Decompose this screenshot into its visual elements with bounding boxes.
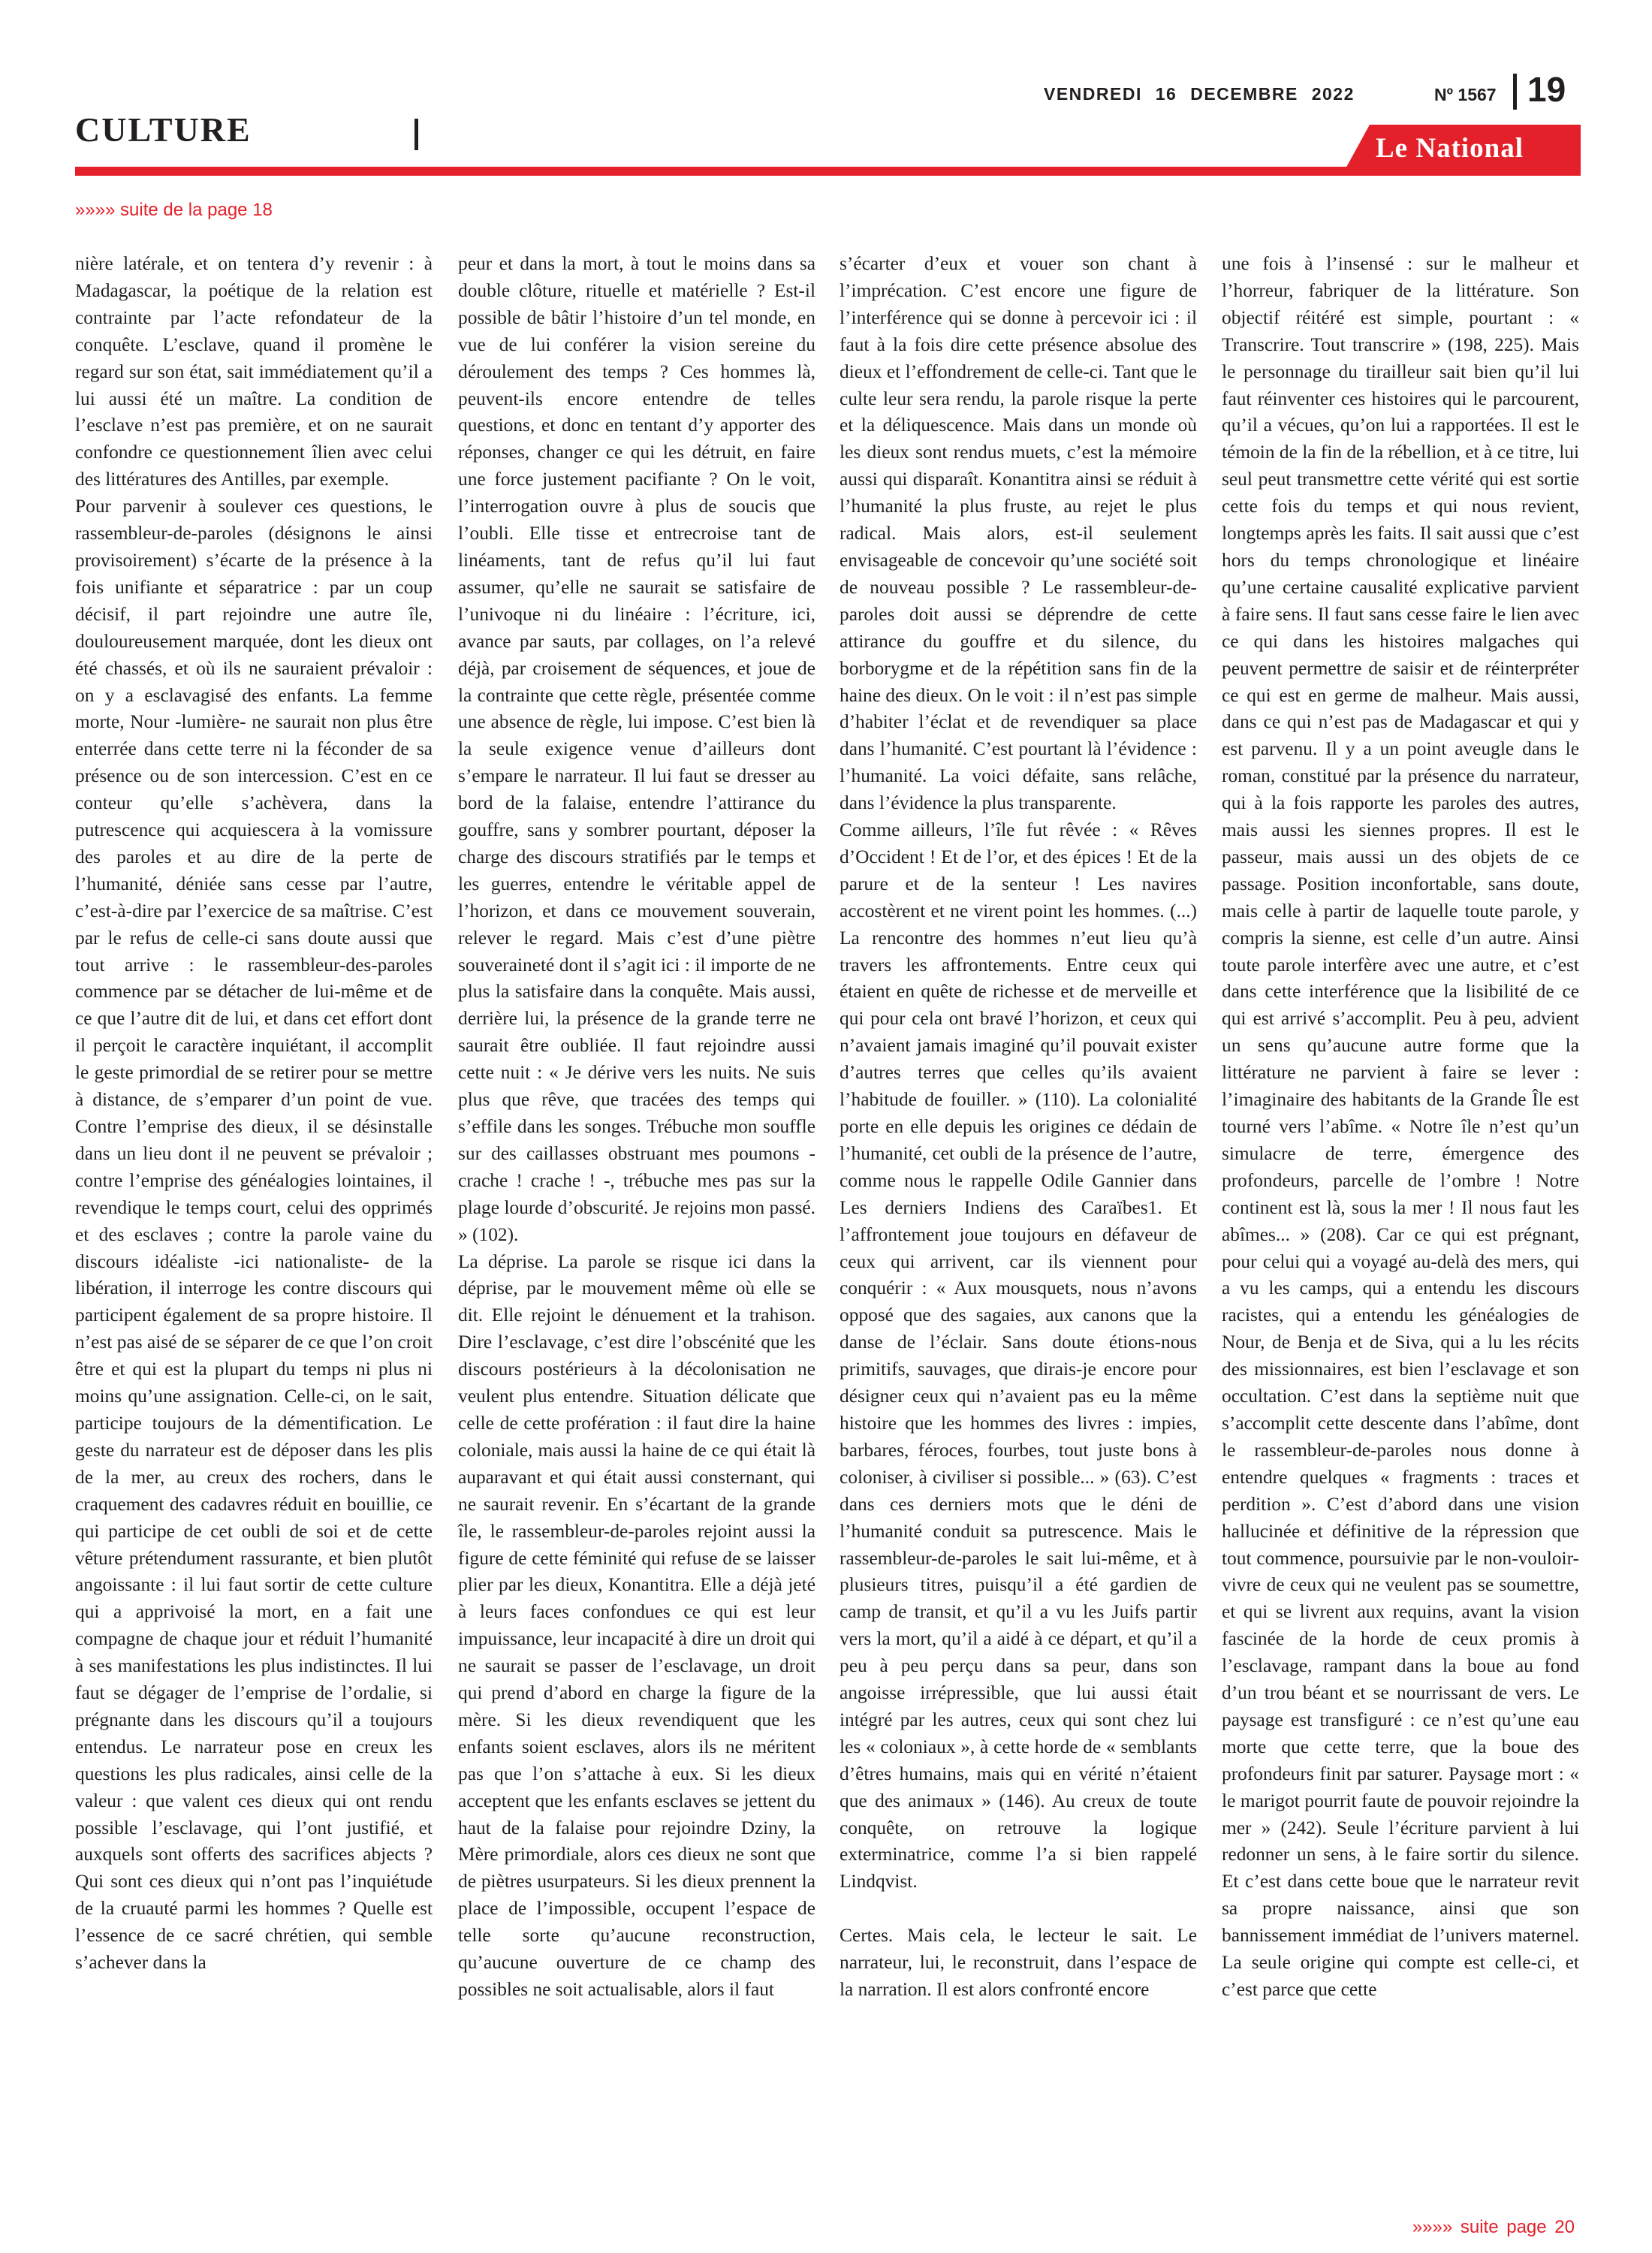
issue-number: Nº 1567 [1434,85,1497,104]
article-column-1 [75,251,433,1977]
brand-name: Le National [1376,133,1524,164]
continued-to-link[interactable]: »»»» suite page 20 [1412,2217,1575,2237]
column-paragraph: s’écarter d’eux et vouer son chant à l’imprécation. C’est encore une figure de l’interférence qui se donne à percevoir ici : il faut à la fois dire cette présence absolue des dieux et l’effondrement de celle-ci. Tant que le culte leur sera rendu, la parole risque la perte et la déliquescence. Mais dans un monde où les dieux sont rendus muets, c’est la mémoire aussi qui disparaît. Konantitra ainsi se réduit à l’humanité la plus fruste, au rejet le plus radical. Mais alors, est-il seulement envisageable de concevoir qu’une société soit de nouveau possible ? Le rassembleur-de-paroles doit aussi se déprendre de cette attirance du gouffre et du silence, du borborygme et de la répétition sans fin de la haine des dieux. On le voit : il n’est pas simple d’habiter l’éclat et de revendiquer sa place dans l’humanité. C’est pourtant là l’évidence : l’humanité. La voici défaite, sans relâche, dans l’évidence la plus transparente. [840,253,1197,814]
column-paragraph: Comme ailleurs, l’île fut rêvée : « Rêves d’Occident ! Et de l’or, et des épices ! Et de la parure et de la senteur ! Les navires accostèrent et ne virent point les hommes. (...) La rencontre des hommes n’eut lieu qu’à travers les affrontements. Entre ceux qui étaient en quête de richesse et de merveille et qui pour cela ont bravé l’horizon, et ceux qui n’avaient jamais imaginé qu’il pouvait exister d’autres terres que celles qu’ils avaient l’habitude de fouiller. » (110). La colonialité porte en elle depuis les origines ce dédain de l’humanité, cet oubli de la présence de l’autre, comme nous le rappelle Odile Gannier dans Les derniers Indiens des Caraïbes1. Et l’affrontement joue toujours en défaveur de ceux qui arrivent, car ils viennent pour conquérir : « Aux mousquets, nous n’avons opposé que des sagaies, aux canons que la danse de l’éclair. Sans doute étions-nous primitifs, sauvages, que dirais-je encore pour désigner ceux qui n’avaient pas eu la même histoire que les hommes des livres : impies, barbares, féroces, fourbes, tout juste bons à coloniser, à civiliser si possible... » (63). C’est dans ces derniers mots que le déni de l’humanité conduit sa putrescence. Mais le rassembleur-de-paroles le sait lui-même, et à plusieurs titres, puisqu’il a été gardien de camp de transit, et qu’il a vu les Juifs partir vers la mort, qu’il a aidé à ce départ, et qu’il a peu à peu perçu dans sa peur, dans son angoisse irrépressible, que lui aussi était intégré par les autres, ceux qui sont chez lui les « coloniaux », à cette horde de « semblants d’êtres humains, mais qui en vérité n’étaient que des animaux » (146). Au creux de toute conquête, on retrouve la logique exterminatrice, comme l’a si bien rappelé Lindqvist. [840,819,1197,1893]
column-paragraph: Certes. Mais cela, le lecteur le sait. Le narrateur, lui, le reconstruit, dans l’espace de la narration. Il est alors confronté encore [840,1925,1197,2000]
continued-from-link[interactable]: »»»» suite de la page 18 [75,200,273,220]
column-paragraph: une fois à l’insensé : sur le malheur et l’horreur, fabriquer de la littérature. Son objectif réitéré est simple, pourtant : « Transcrire. Tout transcrire » (198, 225). Mais le personnage du tirailleur sait bien qu’il lui faut réinventer ces histoires qui le parcourent, qu’il a vécues, qu’on lui a rapportées. Il est le témoin de la fin de la rébellion, et à ce titre, lui seul peut transmettre cette vérité qui est sortie cette fois du temps et qui nous revient, longtemps après les faits. Il sait aussi que c’est hors du temps chronologique et linéaire qu’une certaine causalité explicative parvient à faire sens. Il faut sans cesse faire le lien avec ce qui dans les histoires malgaches qui peuvent permettre de saisir et de réinterpréter ce qui est en germe de malheur. Mais aussi, dans ce qui n’est pas de Madagascar et qui y est parvenu. Il y a un point aveugle dans le roman, constitué par la présence du narrateur, qui à la fois rapporte les paroles des autres, mais aussi les siennes propres. Il est le passeur, mais aussi un des objets de ce passage. Position inconfortable, sans doute, mais celle à partir de laquelle toute parole, y compris la sienne, est celle d’un autre. Ainsi toute parole interfère avec une autre, et c’est dans cette interférence que la lisibilité de ce qui est arrivé s’accomplit. Peu à peu, advient un sens qu’aucune autre forme que la littérature ne parvient à faire se lever : l’imaginaire des habitants de la Grande Île est tourné vers l’abîme. « Notre île n’est qu’un simulacre de terre, émergence des profondeurs, parcelle de l’ombre ! Notre continent est là, sous la mer ! Il nous faut les abîmes... » (208). Car ce qui est prégnant, pour celui qui a voyagé au-delà des mers, qui a vu les camps, qui a entendu les discours racistes, qui a entendu les généalogies de Nour, de Benja et de Siva, qui a lu les récits des missionnaires, est bien l’esclavage et son occultation. C’est dans la septième nuit que s’accomplit cette descente dans l’abîme, dont le rassembleur-de-paroles nous donne à entendre quelques « fragments : traces et perdition ». C’est d’abord dans une vision hallucinée et définitive de la répression que tout commence, poursuivie par le non-vouloir-vivre de ceux qui ne veulent pas se soumettre, et qui se livrent aux requins, avant la vision fascinée de la horde de ceux promis à l’esclavage, rampant dans la boue au fond d’un trou béant et se nourrissant de vers. Le paysage est transfiguré : ce n’est qu’une eau morte que cette terre, que la boue des profondeurs finit par saturer. Paysage mort : « le marigot pourrit faute de pouvoir rejoindre la mer » (242). Seule l’écriture parvient à lui redonner un sens, à le faire sortir du silence. Et c’est dans cette boue que le narrateur revit sa propre naissance, ainsi que son bannissement immédiat de l’univers maternel. La seule origine qui compte est celle-ci, et c’est parce que cette [1222,253,1579,2000]
column-paragraph: peur et dans la mort, à tout le moins dans sa double clôture, rituelle et matérielle ? Est-il possible de bâtir l’histoire d’un tel monde, en vue de lui conférer la vision sereine du déroulement des temps ? Ces hommes là, peuvent-ils encore entendre de telles questions, et donc en tentant d’y apporter des réponses, changer ce qui les détruit, en faire une force justement pacifiante ? On le voit, l’interrogation ouvre à plus de soucis que l’oubli. Elle tisse et entrecroise tant de linéaments, tant de refus qu’il lui faut assumer, qu’elle ne saurait se satisfaire de l’univoque ni du linéaire : l’écriture, ici, avance par sauts, par collages, on l’a relevé déjà, par croisement de séquences, et joue de la contrainte que cette règle, présentée comme une absence de règle, lui impose. C’est bien là la seule exigence venue d’ailleurs dont s’empare le narrateur. Il lui faut se dresser au bord de la falaise, entendre l’attirance du gouffre, sans y sombrer pourtant, déposer la charge des discours stratifiés par le temps et les guerres, entendre le véritable appel de l’horizon, et dans ce mouvement souverain, relever le regard. Mais c’est d’une piètre souveraineté dont il s’agit ici : il importe de ne plus la satisfaire dans la conquête. Mais aussi, derrière lui, la présence de la grande terre ne saurait être oubliée. Il faut rejoindre aussi cette nuit : « Je dérive vers les nuits. Ne suis plus que rêve, que tracées des temps qui s’effile dans les songes. Trébuche mon souffle sur des caillasses obstruant mes poumons - crache ! crache ! -, trébuche mes pas sur la plage lourde d’obscurité. Je rejoins mon passé. » (102). [458,253,815,1245]
column-paragraph: La déprise. La parole se risque ici dans la déprise, par le mouvement même où elle se dit. Elle rejoint le dénuement et la trahison. Dire l’esclavage, c’est dire l’obscénité que les discours postérieurs à la décolonisation ne veulent plus entendre. Situation délicate que celle de cette profération : il faut dire la haine coloniale, mais aussi la haine de ce qui était là auparavant et qui était aussi consternant, qui ne saurait revenir. En s’écartant de la grande île, le rassembleur-de-paroles rejoint aussi la figure de cette féminité qui refuse de se laisser plier par les dieux, Konantitra. Elle a déjà jeté à leurs faces confondues ce qui est leur impuissance, leur incapacité à dire un droit qui ne saurait se passer de l’esclavage, un droit qui prend d’abord en charge la figure de la mère. Si les dieux revendiquent que les enfants soient esclaves, alors ils ne méritent pas que l’on s’attache à eux. Si les dieux acceptent que les enfants esclaves se jettent du haut de la falaise pour rejoindre Dziny, la Mère primordiale, alors ces dieux ne sont que de piètres usurpateurs. Si les dieux prennent la place de l’impossible, occupent l’espace de telle sorte qu’aucune reconstruction, qu’aucune ouverture de ce champ des possibles ne soit actualisable, alors il faut [458,1250,815,2000]
section-title: CULTURE [75,110,252,149]
article-column-3 [840,251,1197,2004]
header-divider [1513,74,1517,110]
issue-date: VENDREDI 16 DECEMBRE 2022 [1044,84,1355,104]
article-column-2 [458,251,815,2004]
page-number: 19 [1527,70,1566,109]
article-column-4 [1222,251,1579,2004]
section-title-divider [415,119,418,150]
header-red-rule [75,167,1581,176]
column-paragraph: Pour parvenir à soulever ces questions, le rassembleur-de-paroles (désignons le ainsi provisoirement) s’écarte de la présence à la fois unifiante et séparatrice : par un coup décisif, il part rejoindre une autre île, douloureusement marquée, dont les dieux ont été chassés, et où ils ne sauraient prévaloir : on y a esclavagisé des enfants. La femme morte, Nour -lumière- ne saurait non plus être enterrée dans cette terre ni la féconder de sa présence ou de son intercession. C’est en ce conteur qu’elle s’achèvera, dans la putrescence qui acquiescera à la vomissure des paroles et au dire de la perte de l’humanité, déniée sans cesse par l’autre, c’est-à-dire par l’exercice de sa maîtrise. C’est par le refus de celle-ci sans doute aussi que tout arrive : le rassembleur-des-paroles commence par se détacher de lui-même et de ce que l’autre dit de lui, et dans cet effort dont il perçoit le caractère inquiétant, il accomplit le geste primordial de se retirer pour se mettre à distance, de s’emparer d’un point de vue. Contre l’emprise des dieux, il se désinstalle dans un lieu dont il ne peuvent se prévaloir ; contre l’emprise des généalogies lointaines, il revendique le temps court, celui des opprimés et des esclaves ; contre la parole vaine du discours idéaliste -ici nationaliste- de la libération, il interroge les contre discours qui participent également de sa propre histoire. Il n’est pas aisé de se séparer de ce que l’on croit être et qui est la plupart du temps ni plus ni moins qu’une assignation. Celle-ci, on le sait, participe toujours de la démentification. Le geste du narrateur est de déposer dans les plis de la mer, au creux des rochers, dans le craquement des cadavres réduit en bouillie, ce qui participe de cet oubli de soi et de cette vêture prétendument rassurante, et bien plutôt angoissante : il lui faut sortir de cette culture qui a apprivoisé la mort, en a fait une compagne de chaque jour et réduit l’humanité à ses manifestations les plus indistinctes. Il lui faut se dégager de l’emprise de l’ordalie, si prégnante dans les discours qu’il a toujours entendus. Le narrateur pose en creux les questions les plus radicales, ainsi celle de la valeur : que valent ces dieux qui ont rendu possible l’esclavage, qui l’ont justifié, et auxquels sont offerts des sacrifices abjects ? Qui sont ces dieux qui n’ont pas l’inquiétude de la cruauté parmi les hommes ? Quelle est l’essence de ce sacré chrétien, qui semble s’achever dans la [75,496,433,1974]
column-paragraph: nière latérale, et on tentera d’y revenir : à Madagascar, la poétique de la relation est contrainte par l’acte refondateur de la conquête. L’esclave, quand il promène le regard sur son état, sait immédiatement qu’il a lui aussi été un maître. La condition de l’esclave n’est pas première, et on ne saurait confondre ce questionnement îlien avec celui des littératures des Antilles, par exemple. [75,253,433,490]
